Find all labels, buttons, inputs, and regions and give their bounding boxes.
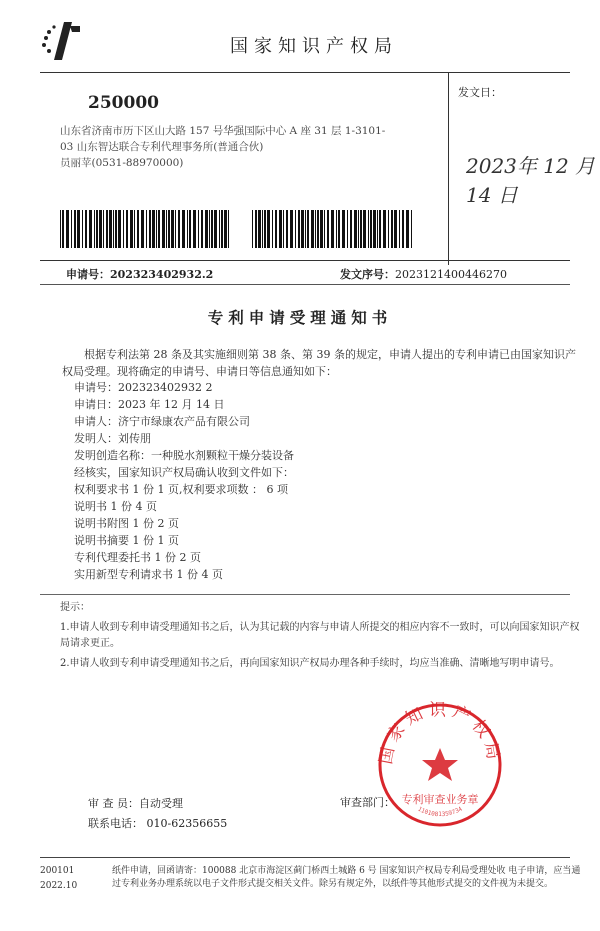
tips-heading: 提示： [60,602,90,613]
notice-field-line: 说明书 1 份 4 页 [74,500,157,513]
form-version: 2022.10 [40,881,78,891]
notice-fields [74,379,294,583]
examiner-line: 审 查 员：自动受理 [88,797,183,810]
send-date-value: 2023年 12 月 14 日 [466,154,596,207]
header-divider [40,72,570,73]
tips-divider [40,594,570,595]
org-title: 国家知识产权局 [230,36,398,57]
signature-block [88,794,227,834]
seal-ring-text: 国家知识产权局 [376,700,504,766]
notice-field-line: 权利要求书 1 份 1 页,权利要求项数 ： 6 项 [74,483,288,496]
svg-text:1101081359734 [416,805,463,818]
contact-line: 员丽苹(0531-88970000) [60,157,184,169]
official-seal [375,700,505,830]
application-number-value: 202323402932.2 [110,268,214,281]
notice-field-line: 申请号：202323402932 2 [74,381,213,394]
cnipa-logo [40,18,86,64]
footer-note: 纸件申请，回函请寄：100088 北京市海淀区蓟门桥西土城路 6 号 国家知识产权局专利局受理处收 电子申请，应当通过专利业务办理系统以电子文件形式提交相关文件。除另有规定外，以纸件等其他形式提交的文件视为未提交。 [112,866,581,889]
application-number-label: 申请号： [66,268,110,281]
notice-field-line: 发明创造名称：一种脱水剂颗粒干燥分装设备 [74,449,294,462]
department-label: 审查部门： [340,796,395,809]
postcode: 250000 [88,93,159,113]
tip-item: 2.申请人收到专利申请受理通知书之后，再向国家知识产权局办理各种手续时，均应当准确、清晰地写明申请号。 [60,658,560,669]
send-date-label: 发文日： [458,86,502,99]
notice-field-line: 申请日：2023 年 12 月 14 日 [74,398,225,411]
document-number-value: 2023121400446270 [395,268,507,281]
form-code: 200101 [40,866,75,876]
notice-field-line: 发明人：刘传朋 [74,432,151,445]
footer-divider [40,857,570,858]
vertical-divider [448,73,449,265]
tip-item: 1.申请人收到专利申请受理通知书之后，认为其记载的内容与申请人所提交的相应内容不一致时，可以向国家知识产权局请求更正。 [60,622,580,649]
tips-section [60,600,580,676]
barcode-right [252,210,412,248]
numbers-divider-bottom [40,284,570,285]
notice-field-line: 经核实，国家知识产权局确认收到文件如下： [74,466,294,479]
seal-center-text: 专利审查业务章 [401,793,479,806]
phone-line: 联系电话： 010-62356655 [88,817,228,830]
seal-number: 1101081359734 [416,805,464,819]
address-line-1: 山东省济南市历下区山大路 157 号华强国际中心 A 座 31 层 1-3101- [60,125,386,137]
document-number-label: 发文序号： [340,268,395,281]
address-line-2: 03 山东智达联合专利代理事务所(普通合伙) [60,141,264,153]
notice-field-line: 实用新型专利请求书 1 份 4 页 [74,568,223,581]
numbers-divider-top [40,260,570,261]
barcode-left [60,210,230,248]
notice-title: 专利申请受理通知书 [207,308,393,327]
application-number [66,266,213,282]
notice-field-line: 专利代理委托书 1 份 2 页 [74,551,201,564]
notice-field-line: 说明书摘要 1 份 1 页 [74,534,179,547]
notice-field-line: 申请人：济宁市绿康农产品有限公司 [74,415,250,428]
document-number [340,266,507,282]
notice-paragraph: 根据专利法第 28 条及其实施细则第 38 条、第 39 条的规定，申请人提出的专利申请已由国家知识产权局受理。现将确定的申请号、申请日等信息通知如下： [62,348,576,378]
notice-field-line: 说明书附图 1 份 2 页 [74,517,179,530]
